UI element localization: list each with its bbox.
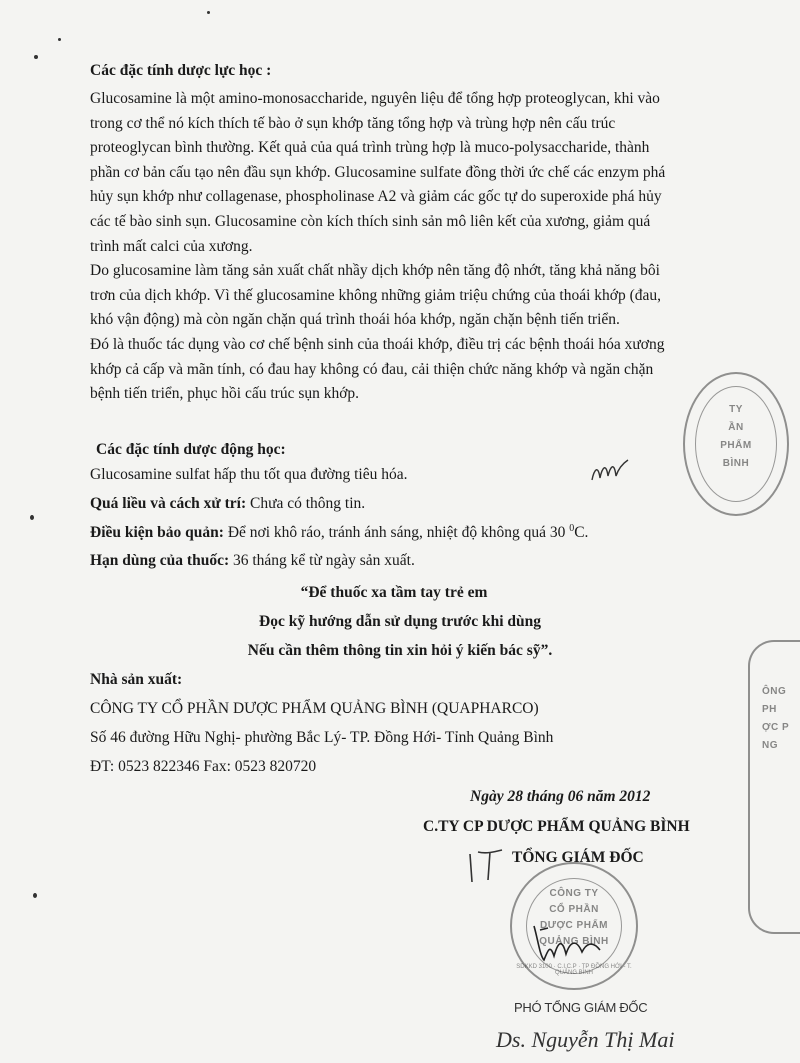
scan-speck — [34, 55, 38, 59]
pharmacodynamics-line: proteoglycan bình thường. Kết quả của quá trình trùng hợp là muco-polysaccharide, thành — [90, 139, 650, 157]
company-stamp-line-2: CỔ PHẦN — [549, 904, 599, 915]
storage-line — [90, 523, 588, 542]
edge-stamp-line-1: ÔNG — [762, 686, 787, 697]
company-stamp-line-1: CÔNG TY — [549, 888, 599, 899]
manufacturer-contact: ĐT: 0523 822346 Fax: 0523 820720 — [90, 758, 317, 775]
edge-stamp-line-2: PH — [762, 704, 777, 715]
pharmacodynamics-line: bệnh tiến triển, phục hồi cấu trúc sụn khớp. — [90, 385, 360, 403]
margin-initials-icon — [588, 450, 638, 488]
storage-degree: 0 — [569, 523, 575, 534]
company-stamp-line-4: QUẢNG BÌNH — [539, 936, 609, 947]
warning-line-3: Nếu cần thêm thông tin xin hỏi ý kiến bác sỹ”. — [247, 642, 553, 659]
margin-stamp-line-2: ẦN — [728, 422, 744, 433]
director-signature-icon — [530, 920, 620, 968]
signature-company: C.TY CP DƯỢC PHẨM QUẢNG BÌNH — [423, 818, 690, 835]
edge-stamp — [748, 640, 800, 934]
margin-stamp-line-4: BÌNH — [722, 458, 750, 469]
pharmacodynamics-line: Do glucosamine làm tăng sản xuất chất nhầy dịch khớp nên tăng độ nhớt, tăng khả năng bôi — [90, 262, 660, 280]
pharmacodynamics-line: trong cơ thể nó kích thích tế bào ở sụn khớp tăng tổng hợp và trùng hợp nên cấu trúc — [90, 114, 616, 132]
company-stamp-line-3: DƯỢC PHẨM — [540, 920, 608, 931]
signature-title: TỔNG GIÁM ĐỐC — [512, 849, 644, 866]
margin-stamp-line-1: TY — [729, 404, 743, 415]
pharmacodynamics-line: khó vận động) mà còn ngăn chặn quá trình thoái hóa khớp, ngăn chặn bệnh tiến triển. — [90, 311, 620, 329]
edge-stamp-line-4: NG — [762, 740, 778, 751]
edge-stamp-line-3: ỢC P — [762, 722, 790, 733]
pharmacodynamics-heading: Các đặc tính dược lực học : — [90, 62, 272, 79]
pharmacodynamics-line: khớp cả cấp và mãn tính, có đau hay không có đau, cải thiện chức năng khớp và ngăn chặn — [90, 360, 654, 378]
expiry-text: 36 tháng kể từ ngày sản xuất. — [229, 552, 415, 569]
overdose-line — [90, 495, 365, 513]
manufacturer-name: CÔNG TY CỔ PHẦN DƯỢC PHẨM QUẢNG BÌNH (QUAPHARCO) — [90, 700, 539, 717]
warning-line-1: “Để thuốc xa tầm tay trẻ em — [300, 584, 488, 601]
pharmacokinetics-text: Glucosamine sulfat hấp thu tốt qua đường tiêu hóa. — [90, 466, 408, 483]
margin-stamp — [683, 372, 789, 516]
pharmacodynamics-line: hủy sụn khớp như collagenase, phospholinase A2 và giảm các gốc tự do superoxide phá hủy — [90, 188, 662, 206]
deputy-title: PHÓ TỔNG GIÁM ĐỐC — [514, 1000, 648, 1015]
margin-stamp-line-3: PHẨM — [720, 440, 752, 451]
manufacturer-heading: Nhà sản xuất: — [90, 671, 183, 688]
storage-unit: C. — [574, 524, 589, 542]
pharmacodynamics-line: Đó là thuốc tác dụng vào cơ chế bệnh sinh của thoái khớp, điều trị các bệnh thoái hóa xương — [90, 336, 665, 353]
signer-name: Ds. Nguyễn Thị Mai — [496, 1027, 675, 1052]
scan-speck — [30, 515, 34, 520]
expiry-line — [90, 552, 415, 570]
scan-speck — [207, 11, 210, 14]
company-stamp-ring-text: SDKKD 3100 · C.I.C.P · TP ĐỒNG HỚI - T. QUẢNG BÌNH — [516, 964, 632, 976]
pharmacodynamics-line: Glucosamine là một amino-monosaccharide, nguyên liệu để tổng hợp proteoglycan, khi vào — [90, 90, 660, 107]
pharmacodynamics-line: phần cơ bản cấu tạo nên đầu sụn khớp. Glucosamine sulfate đồng thời ức chế các enzym phá — [90, 163, 666, 181]
warning-line-2: Đọc kỹ hướng dẫn sử dụng trước khi dùng — [259, 613, 541, 630]
storage-text: Để nơi khô ráo, tránh ánh sáng, nhiệt độ không quá 30 — [223, 524, 570, 542]
storage-label: Điều kiện bảo quản: — [90, 524, 224, 542]
pharmacodynamics-line: các tế bào sinh sụn. Glucosamine còn kích thích sinh sản mô liên kết của xương, giảm quá — [90, 213, 651, 230]
overdose-text: Chưa có thông tin. — [246, 495, 366, 512]
manufacturer-address: Số 46 đường Hữu Nghị- phường Bắc Lý- TP. Đồng Hới- Tỉnh Quảng Bình — [90, 729, 554, 746]
pharmacodynamics-line: trình mất calci của xương. — [90, 237, 253, 255]
pharmacodynamics-line: trơn của dịch khớp. Vì thế glucosamine không những giảm triệu chứng của thoái khớp (đau, — [90, 286, 661, 304]
expiry-label: Hạn dùng của thuốc: — [90, 552, 230, 569]
signature-date: Ngày 28 tháng 06 năm 2012 — [470, 788, 651, 805]
initial-scribble-icon — [464, 848, 508, 886]
overdose-label: Quá liều và cách xử trí: — [90, 495, 247, 512]
scan-speck — [33, 893, 37, 898]
pharmacokinetics-heading: Các đặc tính dược động học: — [96, 441, 286, 458]
scan-speck — [58, 38, 61, 41]
